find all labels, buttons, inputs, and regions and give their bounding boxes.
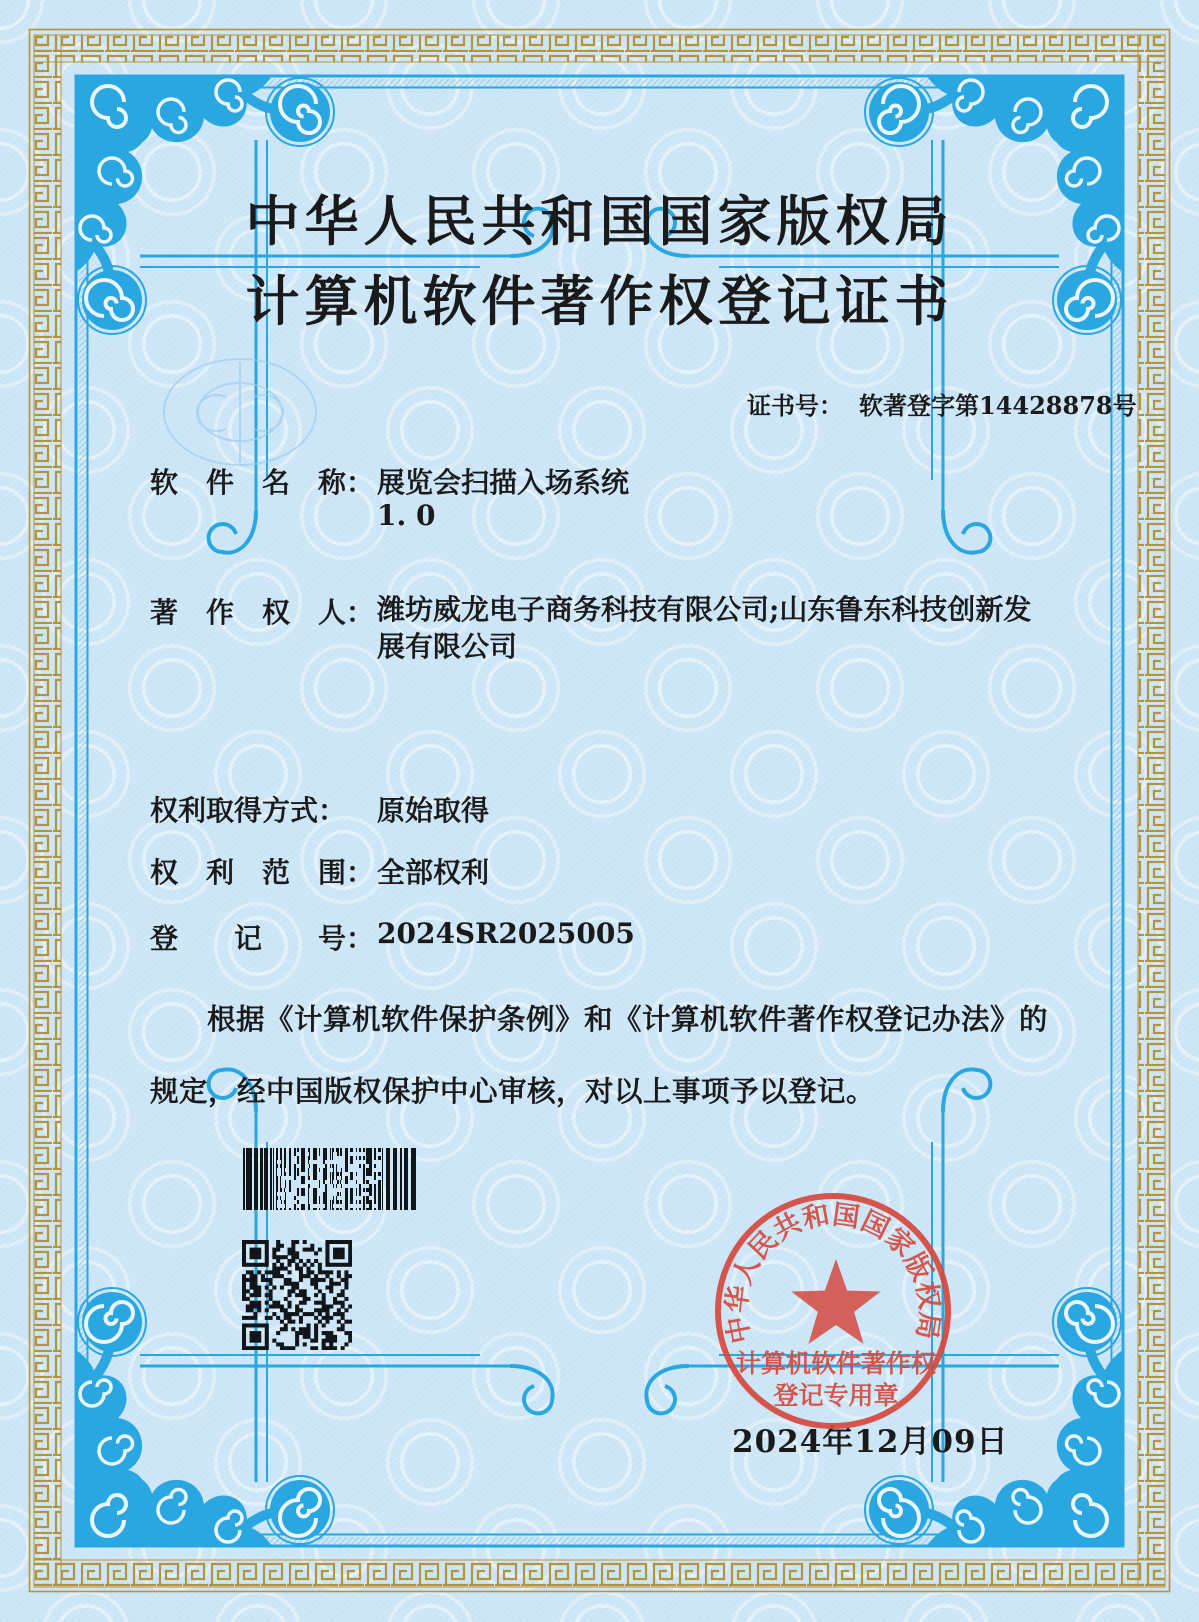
field-label-rights-scope: 权 利 范 围：	[150, 856, 375, 889]
certificate-number-label: 证书号：	[747, 391, 843, 420]
field-value-software-name: 展览会扫描入场系统	[377, 466, 630, 499]
qr-code	[242, 1240, 352, 1354]
statement-line-2: 规定，经中国版权保护中心审核，对以上事项予以登记。	[150, 1074, 876, 1108]
field-value-copyright-owner: 潍坊威龙电子商务科技有限公司;山东鲁东科技创新发展有限公司	[377, 593, 1032, 663]
field-value-rights-scope: 全部权利	[377, 856, 490, 889]
field-value-acquisition-method: 原始取得	[377, 794, 490, 827]
seal-caption-line2: 登记专用章	[773, 1381, 899, 1410]
official-seal	[708, 1186, 958, 1436]
document-title: 计算机软件著作权登记证书	[245, 269, 954, 333]
barcode	[243, 1148, 416, 1214]
statement-line-1: 根据《计算机软件保护条例》和《计算机软件著作权登记办法》的	[207, 1002, 1049, 1036]
watermark-emblem	[160, 355, 320, 470]
registration-date: 2024年12月09日	[732, 1424, 1009, 1460]
field-label-software-name: 软 件 名 称：	[150, 466, 375, 499]
field-label-copyright-owner: 著 作 权 人：	[150, 596, 375, 629]
certificate-number-line	[747, 386, 1137, 421]
seal-caption-line1: 计算机软件著作权	[735, 1349, 937, 1378]
field-value-registration-number: 2024SR2025005	[377, 917, 635, 950]
certificate-number-value: 软著登字第14428878号	[859, 391, 1137, 420]
seal-star	[791, 1259, 880, 1344]
field-label-registration-number: 登 记 号：	[150, 922, 375, 955]
field-label-acquisition-method: 权利取得方式：	[150, 794, 347, 827]
authority-title: 中华人民共和国国家版权局	[245, 189, 954, 253]
field-value-software-version: 1. 0	[377, 499, 436, 532]
seal-ring-text: 中华人民共和国国家版权局	[721, 1199, 945, 1346]
